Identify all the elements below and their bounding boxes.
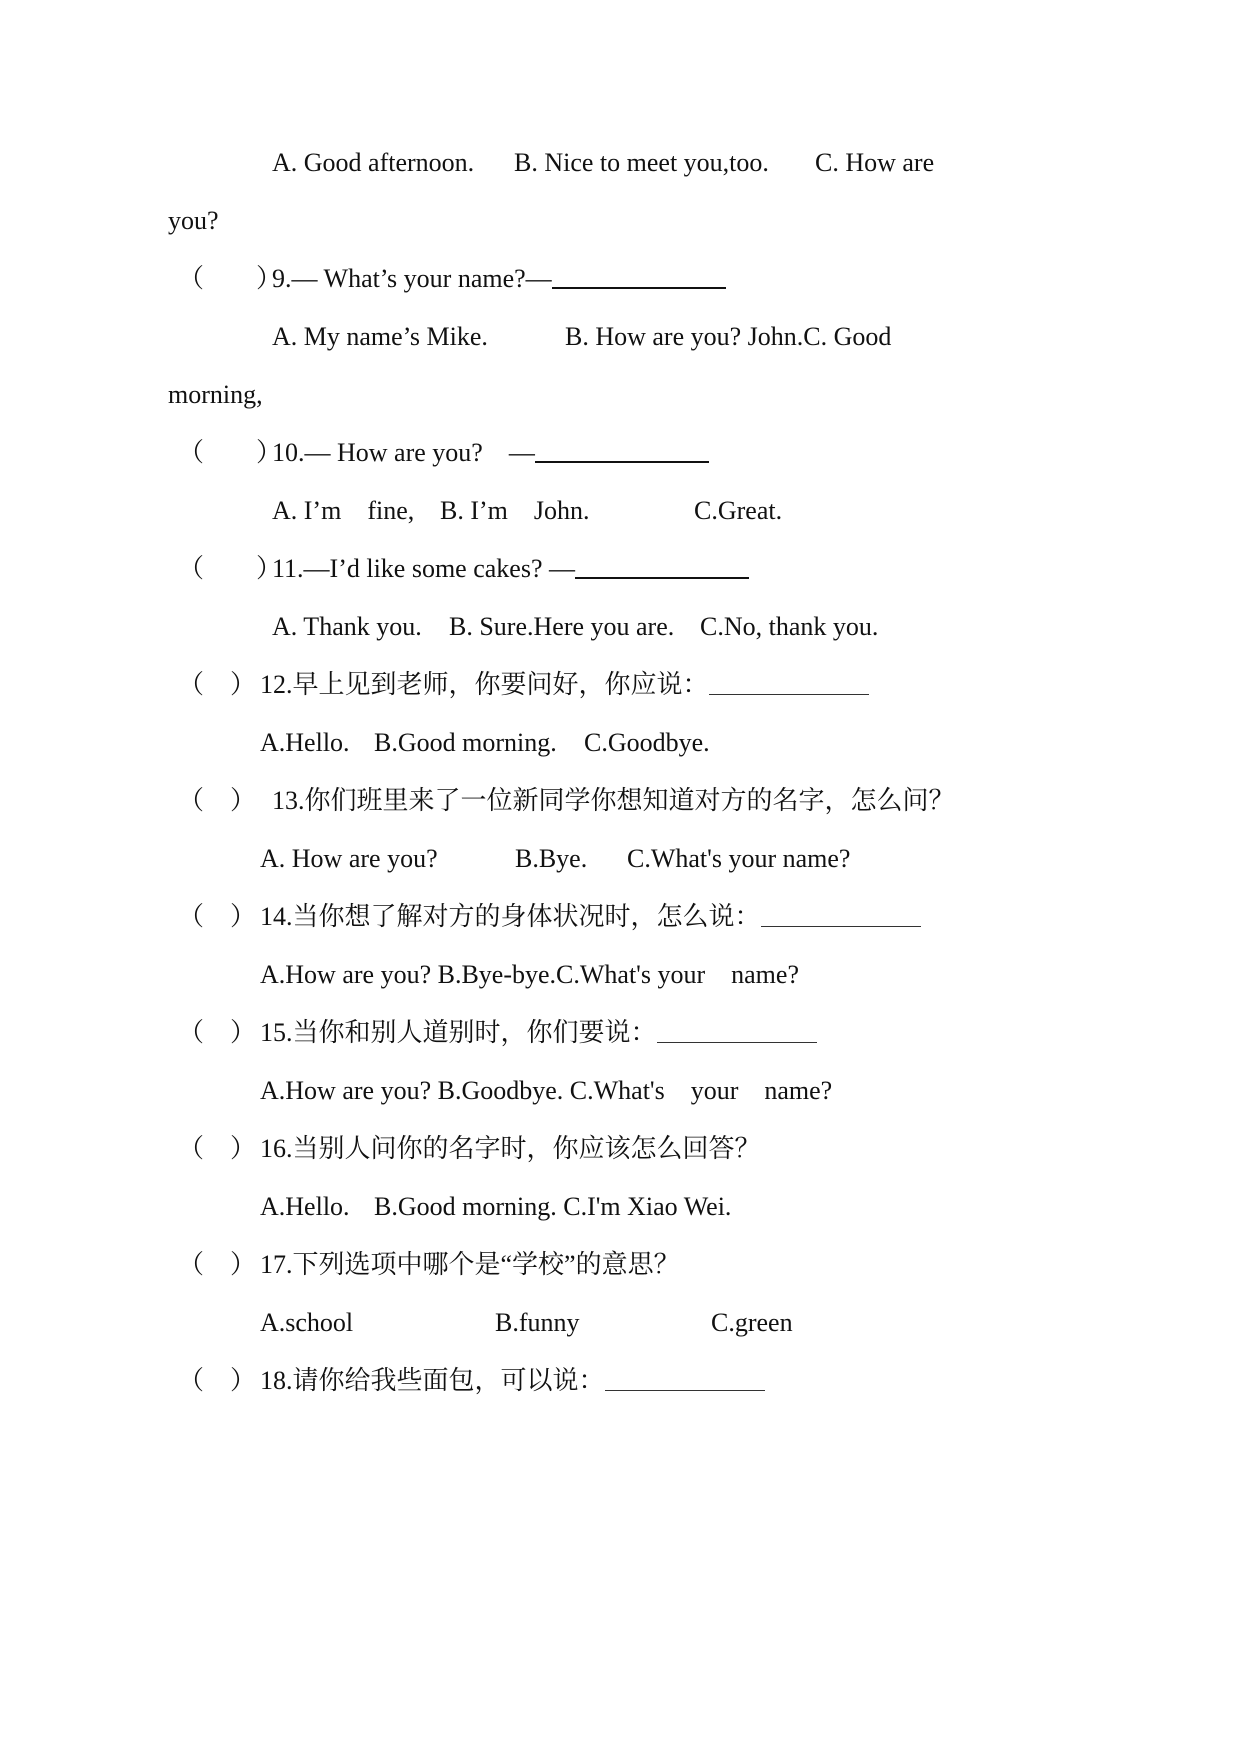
question-9 <box>0 266 1241 306</box>
option-b: B. How are you? John.C. Good <box>565 322 892 351</box>
question-11 <box>0 556 1241 596</box>
answer-blank <box>575 577 749 579</box>
answer-blank <box>761 926 921 927</box>
option-c: C.green <box>711 1308 793 1337</box>
answer-paren: （ ） <box>178 1250 257 1279</box>
question-17 <box>0 1252 1241 1292</box>
answer-paren: （ ） <box>178 554 283 583</box>
option-c: C.Great. <box>694 496 783 525</box>
option-a: A.Hello. <box>260 1192 350 1221</box>
answer-blank <box>552 287 726 289</box>
question-stem: 15.当你和别人道别时，你们要说： <box>260 1020 817 1046</box>
question-stem: 14.当你想了解对方的身体状况时，怎么说： <box>260 904 921 930</box>
option-c: C.Goodbye. <box>584 728 710 757</box>
question-15-options <box>0 1078 1241 1118</box>
question-9-options <box>0 324 1241 364</box>
question-13-options <box>0 846 1241 886</box>
option-b: B. I’m John. <box>440 496 590 525</box>
question-17-options <box>0 1310 1241 1350</box>
answer-paren: （ ） <box>178 670 257 699</box>
option-a: A. I’m fine, <box>272 496 415 525</box>
question-9-options-wrap: morning, <box>168 380 263 409</box>
option-b: B.Good morning. <box>374 728 557 757</box>
option-a: A. How are you? <box>260 844 438 873</box>
question-14 <box>0 904 1241 944</box>
options: A.How are you? B.Bye-bye.C.What's your name? <box>260 960 799 989</box>
option-b: B.funny <box>495 1308 580 1337</box>
answer-paren: （ ） <box>178 1018 257 1047</box>
option-c: C.No, thank you. <box>700 612 879 641</box>
question-stem: 13.你们班里来了一位新同学你想知道对方的名字，怎么问？ <box>272 786 955 815</box>
options: A.How are you? B.Goodbye. C.What's your name? <box>260 1076 833 1105</box>
question-stem: 11.—I’d like some cakes? — <box>272 556 749 582</box>
question-15 <box>0 1020 1241 1060</box>
question-16-options <box>0 1194 1241 1234</box>
option-a: A.Hello. <box>260 728 350 757</box>
question-18 <box>0 1368 1241 1408</box>
option-c: C.What's your name? <box>627 844 851 873</box>
answer-paren: （ ） <box>178 438 283 467</box>
question-10 <box>0 440 1241 480</box>
answer-paren: （ ） <box>178 786 257 815</box>
answer-blank <box>709 694 869 695</box>
answer-paren: （ ） <box>178 1134 257 1163</box>
answer-paren: （ ） <box>178 264 283 293</box>
question-13 <box>0 788 1241 828</box>
option-b: B.Bye. <box>515 844 588 873</box>
answer-blank <box>535 461 709 463</box>
question-12-options <box>0 730 1241 770</box>
question-11-options <box>0 614 1241 654</box>
answer-blank <box>657 1042 817 1043</box>
answer-paren: （ ） <box>178 1366 257 1395</box>
option-b: B. Sure.Here you are. <box>449 612 675 641</box>
option-a: A. Good afternoon. <box>272 148 475 177</box>
question-12 <box>0 672 1241 712</box>
question-10-options <box>0 498 1241 538</box>
question-14-options <box>0 962 1241 1002</box>
option-c: C. How are <box>815 148 935 177</box>
option-a: A.school <box>260 1308 354 1337</box>
question-8-options-wrap: you? <box>168 206 219 235</box>
answer-blank <box>605 1390 765 1391</box>
question-stem: 12.早上见到老师，你要问好，你应说： <box>260 672 869 698</box>
question-16 <box>0 1136 1241 1176</box>
question-stem: 10.— How are you? — <box>272 440 709 466</box>
option-b: B.Good morning. C.I'm Xiao Wei. <box>374 1192 732 1221</box>
option-a: A. Thank you. <box>272 612 422 641</box>
option-b: B. Nice to meet you,too. <box>514 148 769 177</box>
answer-paren: （ ） <box>178 902 257 931</box>
question-stem: 17.下列选项中哪个是“学校”的意思？ <box>260 1250 680 1279</box>
question-8-options <box>0 150 1241 190</box>
question-stem: 16.当别人问你的名字时，你应该怎么回答？ <box>260 1134 761 1163</box>
question-stem: 18.请你给我些面包，可以说： <box>260 1368 765 1394</box>
option-a: A. My name’s Mike. <box>272 322 488 351</box>
question-stem: 9.— What’s your name?— <box>272 266 726 292</box>
